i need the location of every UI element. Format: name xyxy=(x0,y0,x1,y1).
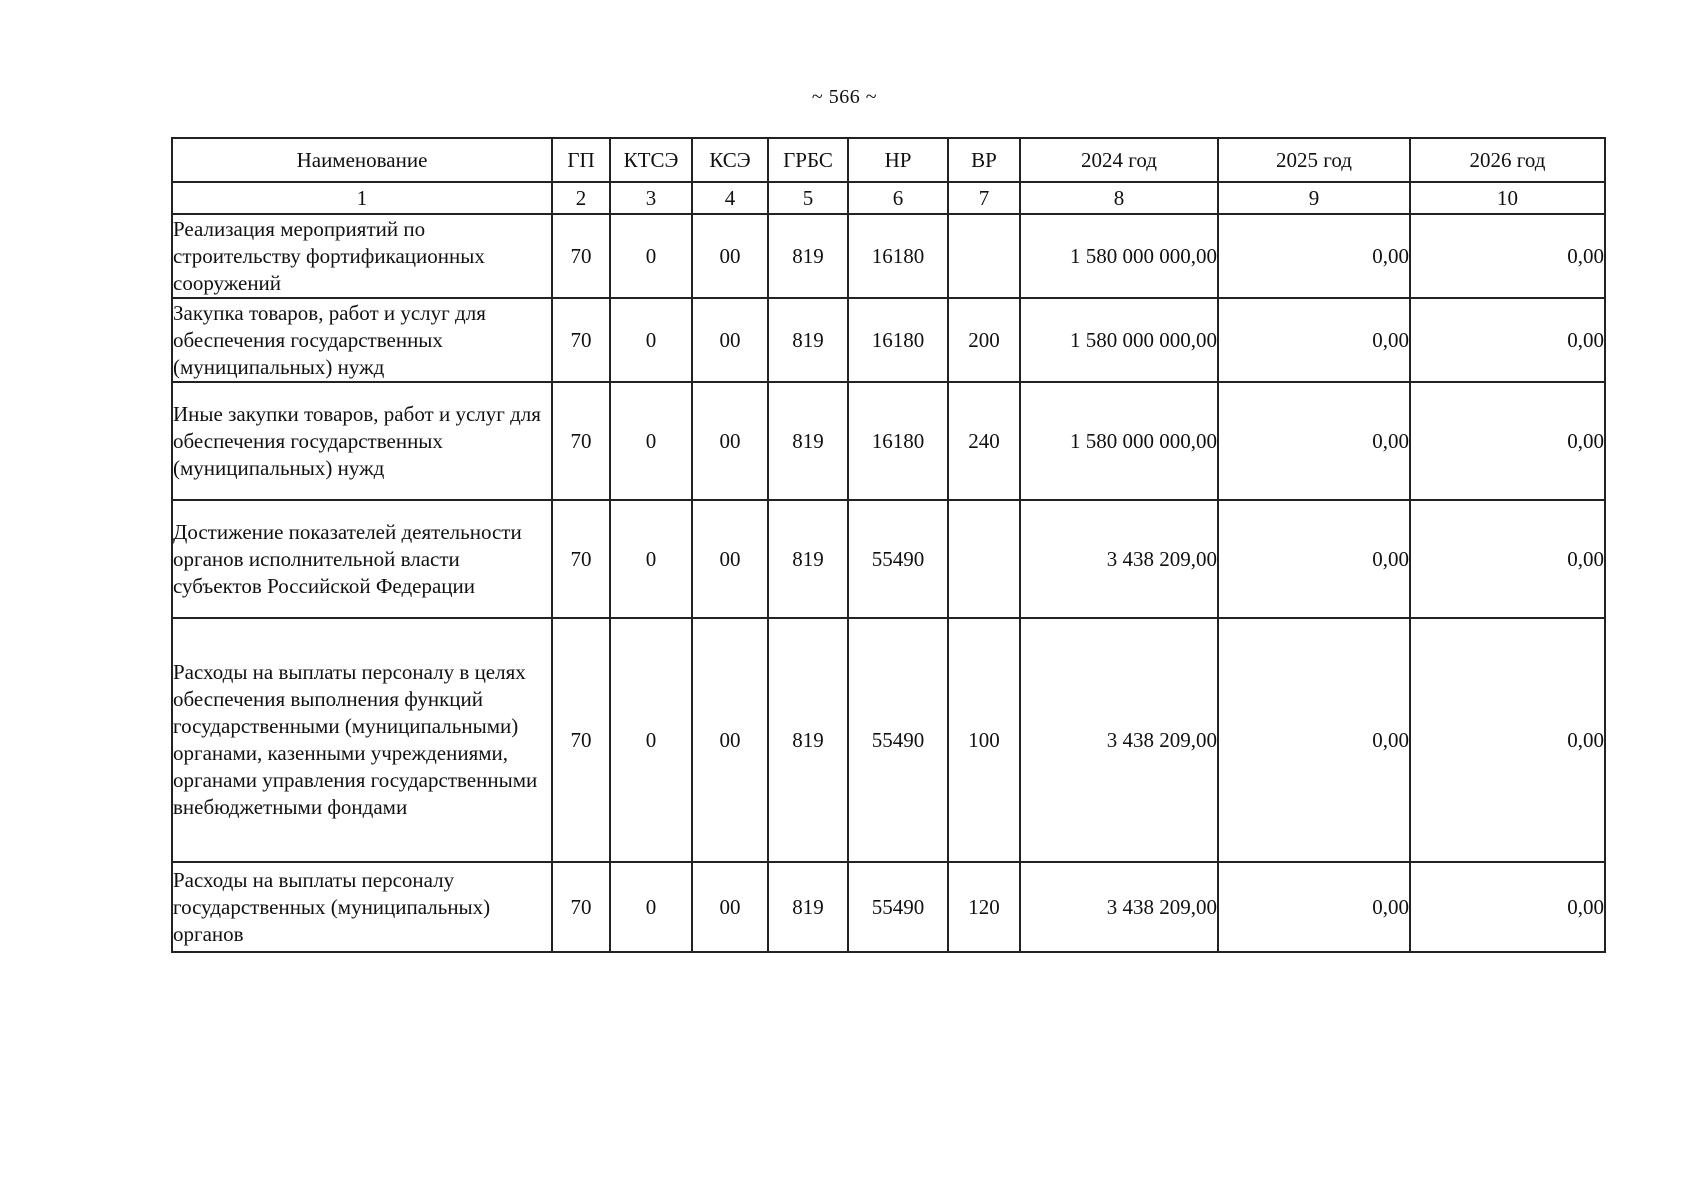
cell-vr: 100 xyxy=(948,618,1020,862)
header-cell-2026: 2026 год xyxy=(1410,138,1605,182)
cell-2024: 1 580 000 000,00 xyxy=(1020,214,1218,298)
cell-ktse: 0 xyxy=(610,500,692,618)
cell-ktse: 0 xyxy=(610,298,692,382)
cell-ktse: 0 xyxy=(610,214,692,298)
row-name: Реализация мероприятий по строительству фортификационных сооружений xyxy=(172,214,552,298)
column-number: 2 xyxy=(552,182,610,214)
cell-gp: 70 xyxy=(552,298,610,382)
cell-nr: 55490 xyxy=(848,618,948,862)
cell-2026: 0,00 xyxy=(1410,618,1605,862)
column-number: 5 xyxy=(768,182,848,214)
table-row xyxy=(172,500,1605,618)
cell-nr: 16180 xyxy=(848,382,948,500)
cell-grbs: 819 xyxy=(768,214,848,298)
cell-vr xyxy=(948,500,1020,618)
budget-table xyxy=(171,137,1606,953)
cell-2025: 0,00 xyxy=(1218,298,1410,382)
cell-2026: 0,00 xyxy=(1410,500,1605,618)
cell-2025: 0,00 xyxy=(1218,382,1410,500)
header-cell-name: Наименование xyxy=(172,138,552,182)
cell-nr: 16180 xyxy=(848,298,948,382)
table-row xyxy=(172,618,1605,862)
header-cell-gp: ГП xyxy=(552,138,610,182)
table-row xyxy=(172,862,1605,952)
cell-2025: 0,00 xyxy=(1218,862,1410,952)
cell-nr: 55490 xyxy=(848,862,948,952)
column-number: 1 xyxy=(172,182,552,214)
cell-2026: 0,00 xyxy=(1410,382,1605,500)
column-number: 3 xyxy=(610,182,692,214)
cell-vr: 240 xyxy=(948,382,1020,500)
cell-2024: 1 580 000 000,00 xyxy=(1020,298,1218,382)
header-row xyxy=(172,138,1605,182)
cell-vr: 120 xyxy=(948,862,1020,952)
cell-2025: 0,00 xyxy=(1218,500,1410,618)
row-name: Закупка товаров, работ и услуг для обеспечения государственных (муниципальных) нужд xyxy=(172,298,552,382)
column-number: 9 xyxy=(1218,182,1410,214)
cell-2026: 0,00 xyxy=(1410,214,1605,298)
cell-nr: 55490 xyxy=(848,500,948,618)
cell-kse: 00 xyxy=(692,500,768,618)
cell-nr: 16180 xyxy=(848,214,948,298)
cell-gp: 70 xyxy=(552,618,610,862)
row-name: Расходы на выплаты персоналу в целях обеспечения выполнения функций государственными (муниципальными) органами, казенными учреждениями, органами управления государственными внебюджетными фондами xyxy=(172,618,552,862)
header-cell-kse: КСЭ xyxy=(692,138,768,182)
cell-2025: 0,00 xyxy=(1218,214,1410,298)
row-name: Достижение показателей деятельности органов исполнительной власти субъектов Российской Федерации xyxy=(172,500,552,618)
cell-grbs: 819 xyxy=(768,500,848,618)
page-number: ~ 566 ~ xyxy=(811,86,878,108)
header-cell-2024: 2024 год xyxy=(1020,138,1218,182)
header-cell-2025: 2025 год xyxy=(1218,138,1410,182)
cell-grbs: 819 xyxy=(768,618,848,862)
row-name: Иные закупки товаров, работ и услуг для обеспечения государственных (муниципальных) нужд xyxy=(172,382,552,500)
cell-gp: 70 xyxy=(552,500,610,618)
header-cell-grbs: ГРБС xyxy=(768,138,848,182)
column-number: 4 xyxy=(692,182,768,214)
cell-kse: 00 xyxy=(692,382,768,500)
header-cell-nr: НР xyxy=(848,138,948,182)
row-name: Расходы на выплаты персоналу государственных (муниципальных) органов xyxy=(172,862,552,952)
column-number: 10 xyxy=(1410,182,1605,214)
column-number-row xyxy=(172,182,1605,214)
cell-gp: 70 xyxy=(552,862,610,952)
cell-gp: 70 xyxy=(552,382,610,500)
cell-grbs: 819 xyxy=(768,862,848,952)
cell-kse: 00 xyxy=(692,862,768,952)
cell-kse: 00 xyxy=(692,214,768,298)
header-cell-vr: ВР xyxy=(948,138,1020,182)
column-number: 6 xyxy=(848,182,948,214)
header-cell-ktse: КТСЭ xyxy=(610,138,692,182)
cell-2026: 0,00 xyxy=(1410,862,1605,952)
cell-gp: 70 xyxy=(552,214,610,298)
cell-2026: 0,00 xyxy=(1410,298,1605,382)
cell-2024: 3 438 209,00 xyxy=(1020,618,1218,862)
column-number: 7 xyxy=(948,182,1020,214)
cell-2024: 3 438 209,00 xyxy=(1020,862,1218,952)
cell-vr: 200 xyxy=(948,298,1020,382)
cell-ktse: 0 xyxy=(610,862,692,952)
cell-ktse: 0 xyxy=(610,382,692,500)
column-number: 8 xyxy=(1020,182,1218,214)
cell-2024: 3 438 209,00 xyxy=(1020,500,1218,618)
cell-kse: 00 xyxy=(692,298,768,382)
cell-2025: 0,00 xyxy=(1218,618,1410,862)
table-row xyxy=(172,214,1605,298)
table-row xyxy=(172,382,1605,500)
cell-vr xyxy=(948,214,1020,298)
cell-ktse: 0 xyxy=(610,618,692,862)
cell-2024: 1 580 000 000,00 xyxy=(1020,382,1218,500)
cell-kse: 00 xyxy=(692,618,768,862)
cell-grbs: 819 xyxy=(768,298,848,382)
table-row xyxy=(172,298,1605,382)
cell-grbs: 819 xyxy=(768,382,848,500)
